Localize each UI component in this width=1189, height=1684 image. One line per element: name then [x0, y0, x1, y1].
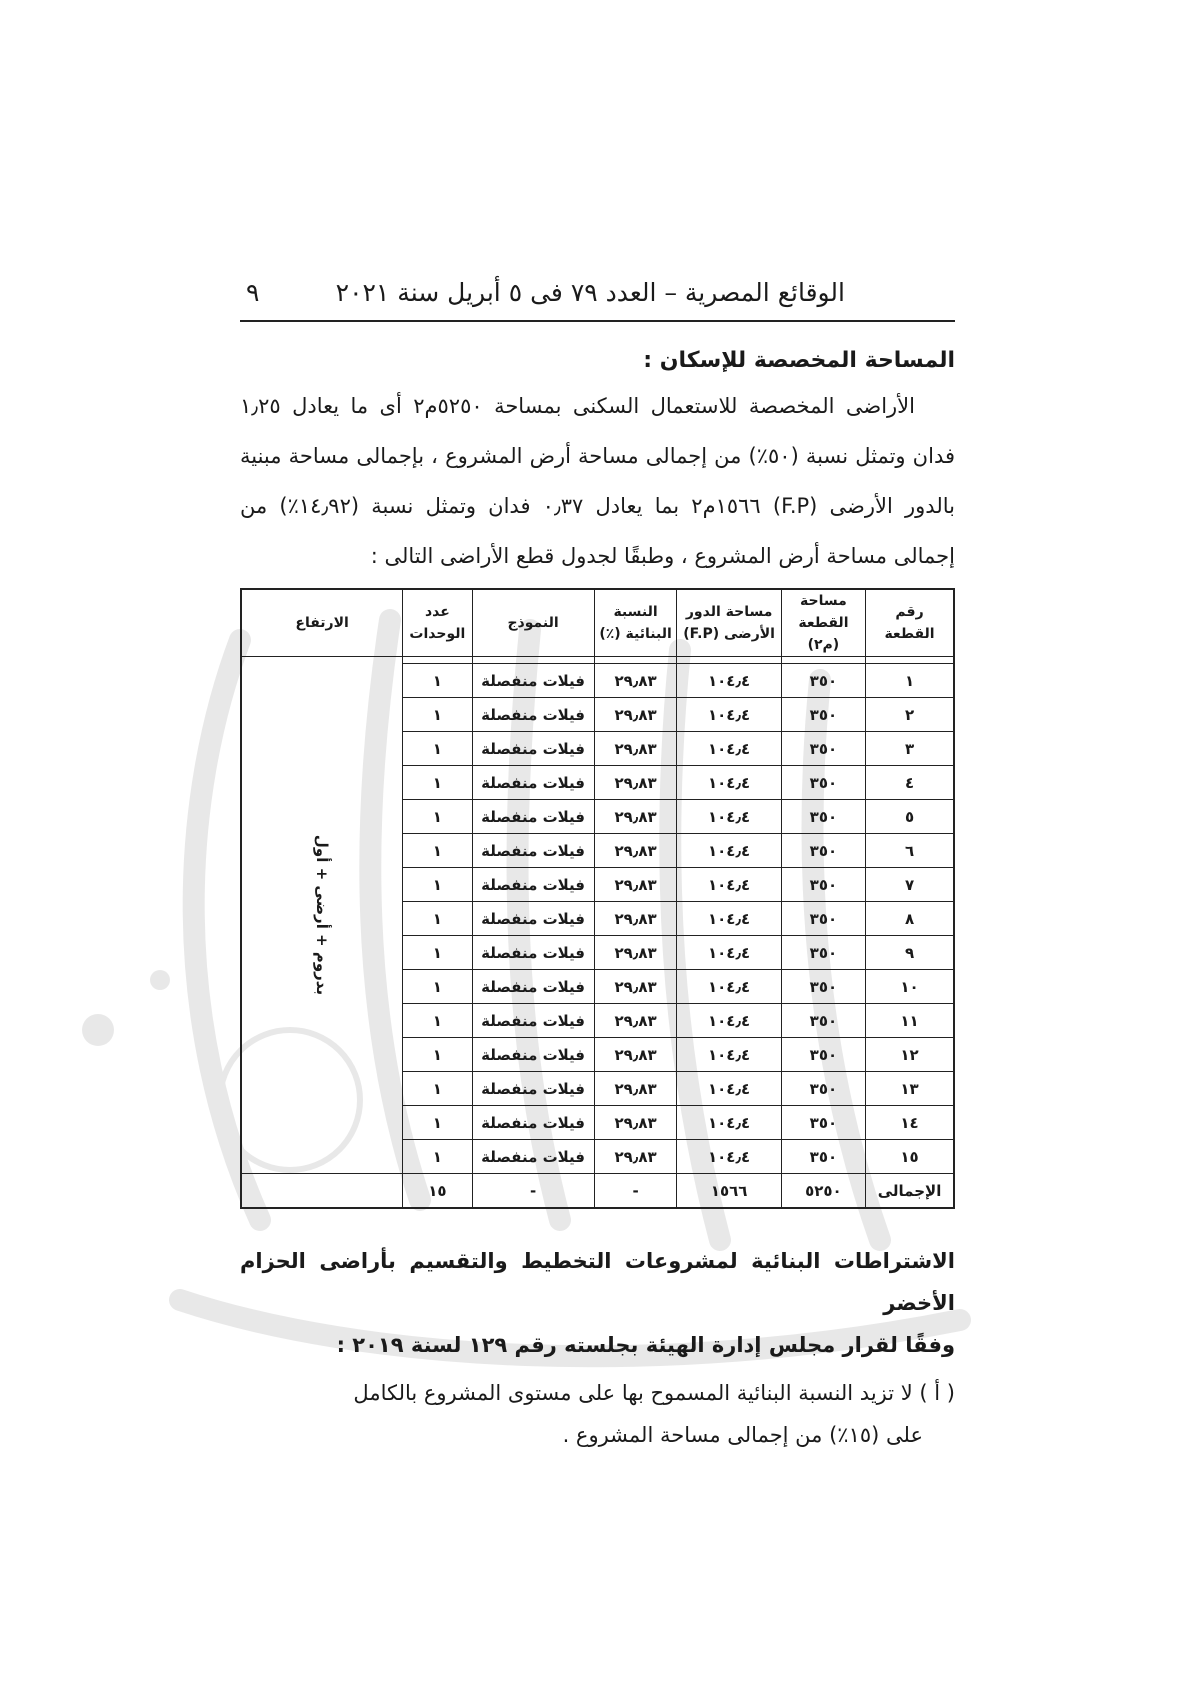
cell-plot-no: ٩	[866, 936, 954, 970]
clause-a-line1: ( أ ) لا تزيد النسبة البنائية المسموح بها على مستوى المشروع بالكامل	[353, 1381, 955, 1405]
cell-units: ١	[403, 1004, 472, 1038]
cell-model: فيلات منفصلة	[472, 936, 594, 970]
cell-units: ١	[403, 1072, 472, 1106]
cell-units: ١	[403, 868, 472, 902]
cell-units: ١	[403, 902, 472, 936]
housing-section	[240, 348, 955, 581]
cell-plot-area: ٣٥٠	[781, 1038, 865, 1072]
cell-fp-area: ١٠٤٫٤	[677, 1106, 781, 1140]
cell-fp-area: ١٠٤٫٤	[677, 834, 781, 868]
section-paragraph-text: الأراضى المخصصة للاستعمال السكنى بمساحة ٥٢٥٠م٢ أى ما يعادل ١٫٢٥ فدان وتمثل نسبة (٥٠٪) من إجمالى مساحة أرض المشروع ، بإجمالى مساحة مبنية بالدور الأرضى (F.P) ١٥٦٦م٢ بما يعادل ٠٫٣٧ فدان وتمثل نسبة (١٤٫٩٢٪) من إجمالى مساحة أرض المشروع ، وطبقًا لجدول قطع الأراضى التالى :	[240, 394, 955, 568]
page-number: ٩	[246, 278, 260, 307]
cell-coverage: ٢٩٫٨٣	[594, 1106, 677, 1140]
cell-plot-no: ١٠	[866, 970, 954, 1004]
cell-plot-area: ٣٥٠	[781, 936, 865, 970]
cell-plot-area: ٣٥٠	[781, 766, 865, 800]
page-header	[240, 268, 955, 322]
header-height: الارتفاع	[241, 589, 403, 657]
cell-plot-no: ٥	[866, 800, 954, 834]
table-total-row	[241, 1174, 954, 1209]
section-heading-text: المساحة المخصصة للإسكان	[659, 348, 955, 373]
cell-plot-area: ٣٥٠	[781, 800, 865, 834]
cell-fp-area: ١٠٤٫٤	[677, 1072, 781, 1106]
cell-plot-no: ١١	[866, 1004, 954, 1038]
total-coverage: -	[594, 1174, 677, 1209]
cell-model: فيلات منفصلة	[472, 1140, 594, 1174]
conditions-section	[240, 1240, 955, 1456]
cell-units: ١	[403, 970, 472, 1004]
cell-plot-no: ١٢	[866, 1038, 954, 1072]
cell-units: ١	[403, 800, 472, 834]
cell-units: ١	[403, 936, 472, 970]
cell-plot-area: ٣٥٠	[781, 902, 865, 936]
cell-plot-no: ٤	[866, 766, 954, 800]
total-model: -	[472, 1174, 594, 1209]
cell-model: فيلات منفصلة	[472, 800, 594, 834]
table-header-row	[241, 589, 954, 657]
cell-coverage: ٢٩٫٨٣	[594, 868, 677, 902]
header-coverage: النسبة البنائية (٪)	[594, 589, 677, 657]
cell-units: ١	[403, 698, 472, 732]
clause-a-line2: على (١٥٪) من إجمالى مساحة المشروع .	[562, 1423, 923, 1447]
total-units: ١٥	[403, 1174, 472, 1209]
cell-coverage: ٢٩٫٨٣	[594, 970, 677, 1004]
cell-plot-area: ٣٥٠	[781, 698, 865, 732]
cell-plot-area: ٣٥٠	[781, 868, 865, 902]
conditions-heading: الاشتراطات البنائية لمشروعات التخطيط والتقسيم بأراضى الحزام الأخضر	[240, 1249, 955, 1315]
total-plot-area: ٥٢٥٠	[781, 1174, 865, 1209]
cell-coverage: ٢٩٫٨٣	[594, 1038, 677, 1072]
cell-plot-no: ٢	[866, 698, 954, 732]
total-height	[241, 1174, 403, 1209]
cell-fp-area: ١٠٤٫٤	[677, 766, 781, 800]
cell-model: فيلات منفصلة	[472, 664, 594, 698]
cell-model: فيلات منفصلة	[472, 766, 594, 800]
conditions-subheading: وفقًا لقرار مجلس إدارة الهيئة بجلسته رقم ١٢٩ لسنة ٢٠١٩ :	[336, 1333, 955, 1357]
cell-model: فيلات منفصلة	[472, 970, 594, 1004]
cell-coverage: ٢٩٫٨٣	[594, 834, 677, 868]
cell-model: فيلات منفصلة	[472, 1038, 594, 1072]
cell-coverage: ٢٩٫٨٣	[594, 698, 677, 732]
total-fp-area: ١٥٦٦	[677, 1174, 781, 1209]
cell-fp-area: ١٠٤٫٤	[677, 664, 781, 698]
table-gap-row	[241, 657, 954, 664]
cell-plot-no: ١٤	[866, 1106, 954, 1140]
cell-units: ١	[403, 1106, 472, 1140]
cell-units: ١	[403, 834, 472, 868]
header-fp-area: مساحة الدور الأرضى (F.P)	[677, 589, 781, 657]
cell-model: فيلات منفصلة	[472, 834, 594, 868]
cell-model: فيلات منفصلة	[472, 868, 594, 902]
cell-plot-area: ٣٥٠	[781, 1072, 865, 1106]
cell-fp-area: ١٠٤٫٤	[677, 868, 781, 902]
cell-plot-no: ١٣	[866, 1072, 954, 1106]
cell-coverage: ٢٩٫٨٣	[594, 800, 677, 834]
cell-plot-area: ٣٥٠	[781, 732, 865, 766]
cell-coverage: ٢٩٫٨٣	[594, 902, 677, 936]
cell-fp-area: ١٠٤٫٤	[677, 1038, 781, 1072]
cell-plot-area: ٣٥٠	[781, 970, 865, 1004]
cell-plot-no: ٦	[866, 834, 954, 868]
cell-units: ١	[403, 766, 472, 800]
cell-coverage: ٢٩٫٨٣	[594, 936, 677, 970]
cell-fp-area: ١٠٤٫٤	[677, 902, 781, 936]
header-title: الوقائع المصرية – العدد ٧٩ فى ٥ أبريل سنة ٢٠٢١	[335, 278, 845, 307]
cell-model: فيلات منفصلة	[472, 1072, 594, 1106]
cell-fp-area: ١٠٤٫٤	[677, 698, 781, 732]
cell-units: ١	[403, 664, 472, 698]
cell-units: ١	[403, 1038, 472, 1072]
plots-table	[240, 588, 955, 1209]
cell-model: فيلات منفصلة	[472, 732, 594, 766]
header-plot-area: مساحة القطعة (م٢)	[781, 589, 865, 657]
cell-fp-area: ١٠٤٫٤	[677, 970, 781, 1004]
cell-plot-area: ٣٥٠	[781, 1140, 865, 1174]
cell-fp-area: ١٠٤٫٤	[677, 1004, 781, 1038]
cell-fp-area: ١٠٤٫٤	[677, 800, 781, 834]
cell-coverage: ٢٩٫٨٣	[594, 1072, 677, 1106]
cell-fp-area: ١٠٤٫٤	[677, 1140, 781, 1174]
cell-plot-no: ١	[866, 664, 954, 698]
section-heading-suffix: :	[643, 348, 653, 373]
section-paragraph	[240, 381, 955, 581]
section-heading	[240, 348, 955, 373]
cell-coverage: ٢٩٫٨٣	[594, 732, 677, 766]
height-cell	[241, 657, 403, 1174]
cell-plot-no: ٧	[866, 868, 954, 902]
cell-plot-no: ١٥	[866, 1140, 954, 1174]
cell-plot-area: ٣٥٠	[781, 834, 865, 868]
cell-coverage: ٢٩٫٨٣	[594, 1140, 677, 1174]
header-units: عدد الوحدات	[403, 589, 472, 657]
cell-model: فيلات منفصلة	[472, 1004, 594, 1038]
cell-plot-no: ٨	[866, 902, 954, 936]
cell-coverage: ٢٩٫٨٣	[594, 1004, 677, 1038]
header-plot-no: رقم القطعة	[866, 589, 954, 657]
cell-plot-area: ٣٥٠	[781, 664, 865, 698]
cell-plot-area: ٣٥٠	[781, 1004, 865, 1038]
cell-units: ١	[403, 1140, 472, 1174]
cell-model: فيلات منفصلة	[472, 698, 594, 732]
cell-coverage: ٢٩٫٨٣	[594, 766, 677, 800]
cell-fp-area: ١٠٤٫٤	[677, 732, 781, 766]
cell-model: فيلات منفصلة	[472, 1106, 594, 1140]
cell-plot-area: ٣٥٠	[781, 1106, 865, 1140]
header-model: النموذج	[472, 589, 594, 657]
cell-model: فيلات منفصلة	[472, 902, 594, 936]
table-body	[241, 657, 954, 1209]
cell-units: ١	[403, 732, 472, 766]
clause-a	[240, 1372, 955, 1456]
cell-plot-no: ٣	[866, 732, 954, 766]
cell-fp-area: ١٠٤٫٤	[677, 936, 781, 970]
cell-coverage: ٢٩٫٨٣	[594, 664, 677, 698]
height-value: بدروم + أرضى + أول	[313, 834, 332, 996]
total-label: الإجمالى	[866, 1174, 954, 1209]
